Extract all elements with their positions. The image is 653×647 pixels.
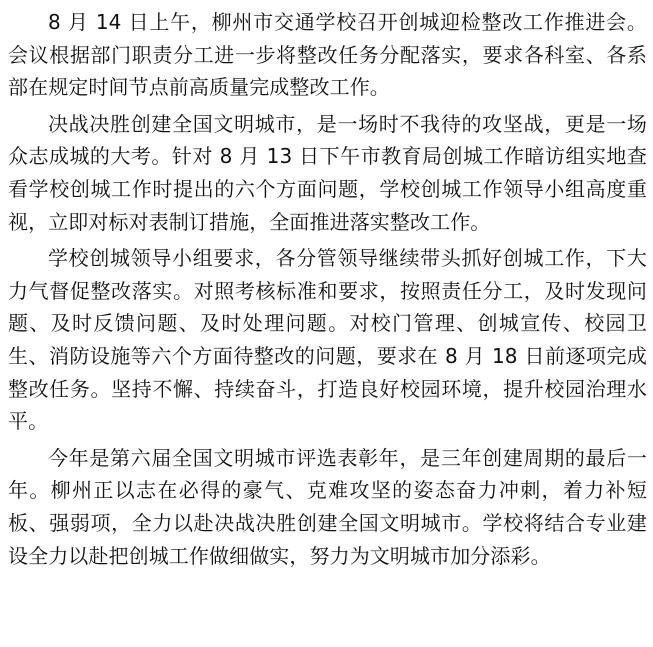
paragraph-3: 学校创城领导小组要求，各分管领导继续带头抓好创城工作，下大力气督促整改落实。对照考核标准和要求，按照责任分工，及时发现问题、及时反馈问题、及时处理问题。对校门管理、创城宣传、校园卫生、消防设施等六个方面待整改的问题，要求在 8 月 18 日前逐项完成整改任务。坚持不懈、持续奋斗，打造良好校园环境，提升校园治理水平。 xyxy=(8,246,647,434)
paragraph-1: 8 月 14 日上午，柳州市交通学校召开创城迎检整改工作推进会。会议根据部门职责分工进一步将整改任务分配落实，要求各科室、各系部在规定时间节点前高质量完成整改工作。 xyxy=(8,10,647,100)
paragraph-2: 决战决胜创建全国文明城市，是一场时不我待的攻坚战，更是一场众志成城的大考。针对 8 月 13 日下午市教育局创城工作暗访组实地查看学校创城工作时提出的六个方面问题，学校创城工作领导小组高度重视，立即对标对表制订措施，全面推进落实整改工作。 xyxy=(8,111,647,234)
paragraph-4: 今年是第六届全国文明城市评选表彰年，是三年创建周期的最后一年。柳州正以志在必得的豪气、克难攻坚的姿态奋力冲刺，着力补短板、强弱项，全力以赴决战决胜创建全国文明城市。学校将结合专业建设全力以赴把创城工作做细做实，努力为文明城市加分添彩。 xyxy=(8,445,647,568)
